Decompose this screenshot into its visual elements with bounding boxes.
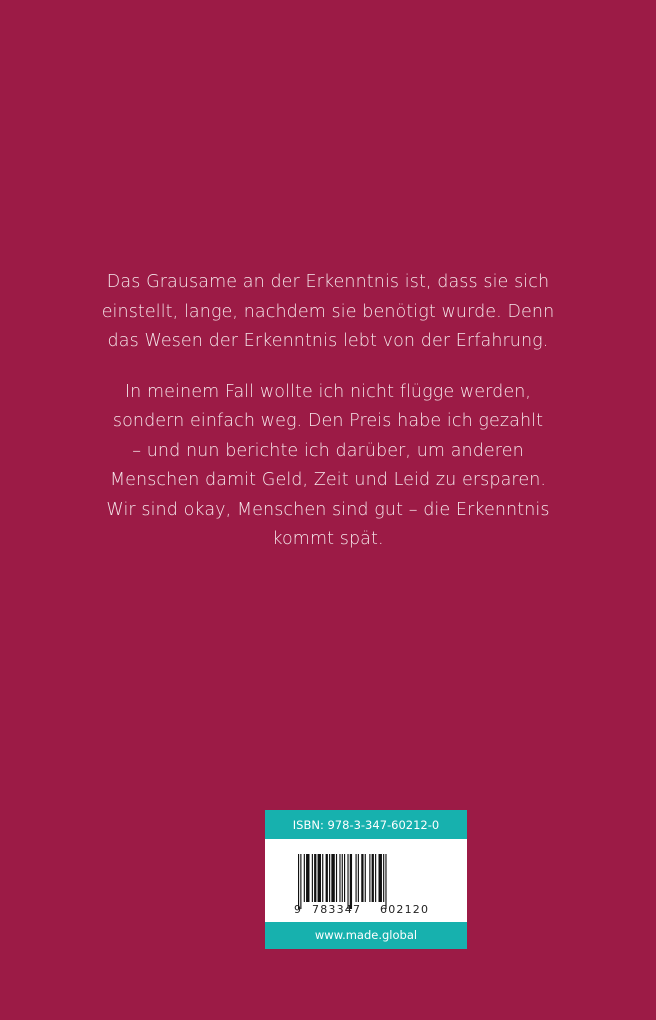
barcode-stripe bbox=[312, 854, 313, 902]
barcode-stripe bbox=[347, 854, 348, 909]
barcode-stripe bbox=[326, 854, 328, 902]
blurb-paragraph-2 bbox=[60, 378, 596, 555]
barcode-stripe bbox=[331, 854, 334, 902]
barcode-stripe bbox=[322, 854, 323, 902]
isbn-barcode-panel bbox=[265, 810, 467, 949]
barcode-stripe bbox=[329, 854, 330, 902]
barcode-stripe bbox=[358, 854, 359, 902]
barcode-stripe bbox=[385, 854, 386, 909]
barcode-stripe bbox=[336, 854, 337, 902]
barcode-digits-left: 783347 bbox=[312, 903, 362, 916]
blurb-line: kommt spät. bbox=[272, 529, 384, 549]
barcode-stripe bbox=[306, 854, 309, 902]
barcode-stripe bbox=[300, 854, 301, 909]
barcode-stripe bbox=[342, 854, 343, 902]
isbn-label: ISBN: 978-3-347-60212-0 bbox=[265, 810, 467, 839]
blurb-line: Wir sind okay, Menschen sind gut – die Erkenntnis bbox=[106, 499, 550, 520]
barcode-stripe bbox=[365, 854, 366, 902]
barcode-stripe bbox=[383, 854, 384, 902]
barcode-digits-right: 602120 bbox=[380, 903, 430, 916]
barcode-stripe bbox=[350, 854, 352, 909]
barcode-stripe bbox=[379, 854, 382, 902]
blurb-line: sondern einfach weg. Den Preis habe ich gezahlt bbox=[112, 411, 544, 431]
barcode-stripe bbox=[304, 854, 305, 902]
barcode-stripe bbox=[314, 854, 316, 902]
barcode-stripe bbox=[375, 854, 376, 902]
barcode-digit-first: 9 bbox=[294, 903, 301, 916]
barcode-stripe bbox=[372, 854, 374, 902]
barcode-stripe bbox=[369, 854, 370, 902]
barcode-stripe bbox=[298, 854, 299, 909]
blurb-paragraph-1 bbox=[60, 268, 596, 357]
blurb-line: einstellt, lange, nachdem sie benötigt wurde. Denn bbox=[101, 301, 555, 322]
barcode-stripe bbox=[361, 854, 363, 902]
barcode-stripe bbox=[318, 854, 321, 902]
back-cover-blurb bbox=[60, 268, 596, 555]
blurb-line: In meinem Fall wollte ich nicht flügge werden, bbox=[124, 381, 532, 402]
barcode-stripe bbox=[344, 854, 345, 902]
blurb-line: das Wesen der Erkenntnis lebt von der Erfahrung. bbox=[107, 331, 549, 351]
blurb-line: Das Grausame an der Erkenntnis ist, dass sie sich bbox=[106, 272, 550, 292]
blurb-line: Menschen damit Geld, Zeit und Leid zu ersparen. bbox=[109, 470, 547, 490]
barcode-stripe bbox=[356, 854, 357, 902]
publisher-url: www.made.global bbox=[265, 922, 467, 949]
barcode-stripe bbox=[339, 854, 340, 902]
blurb-line: – und nun berichte ich darüber, um anderen bbox=[132, 440, 524, 461]
barcode-digits bbox=[294, 903, 440, 917]
barcode-image bbox=[298, 854, 438, 909]
